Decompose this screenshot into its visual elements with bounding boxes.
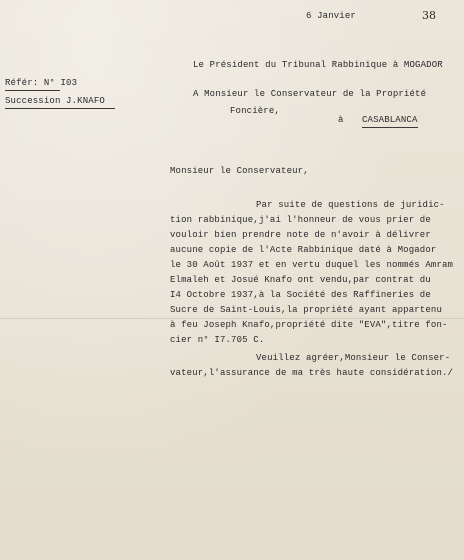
body-line: vouloir bien prendre note de n'avoir à délivrer bbox=[170, 230, 431, 240]
body-line: aucune copie de l'Acte Rabbinique daté à Mogador bbox=[170, 245, 437, 255]
recipient-line-1: A Monsieur le Conservateur de la Propriété bbox=[193, 89, 427, 99]
reference-number: Référ: N° I03 bbox=[5, 78, 60, 91]
body-line: le 30 Août 1937 et en vertu duquel les nommés Amram bbox=[170, 260, 454, 270]
body-line: Elmaleh et Josué Knafo ont vendu,par contrat du bbox=[170, 275, 431, 285]
recipient-line-2: Foncière, bbox=[230, 106, 280, 116]
recipient-city-prefix: à bbox=[338, 115, 344, 125]
body-line: cier n° I7.705 C. bbox=[170, 335, 265, 345]
body-line: I4 Octobre 1937,à la Société des Raffineries de bbox=[170, 290, 431, 300]
salutation: Monsieur le Conservateur, bbox=[170, 166, 309, 176]
closing-line: Veuillez agréer,Monsieur le Conser- bbox=[256, 353, 451, 363]
sender-line: Le Président du Tribunal Rabbinique à MOGADOR bbox=[193, 60, 443, 70]
paper-fold-line bbox=[0, 318, 464, 319]
body-line: Sucre de Saint-Louis,la propriété ayant appartenu bbox=[170, 305, 442, 315]
reference-subject: Succession J.KNAFO bbox=[5, 96, 115, 109]
body-line: à feu Joseph Knafo,propriété dite "EVA",titre fon- bbox=[170, 320, 448, 330]
letter-date: 6 Janvier bbox=[306, 11, 356, 21]
body-line: tion rabbinique,j'ai l'honneur de vous prier de bbox=[170, 215, 431, 225]
body-line: Par suite de questions de juridic- bbox=[256, 200, 445, 210]
page-number: 38 bbox=[422, 9, 436, 22]
recipient-city: CASABLANCA bbox=[362, 115, 418, 128]
closing-line: vateur,l'assurance de ma très haute considération./ bbox=[170, 368, 454, 378]
